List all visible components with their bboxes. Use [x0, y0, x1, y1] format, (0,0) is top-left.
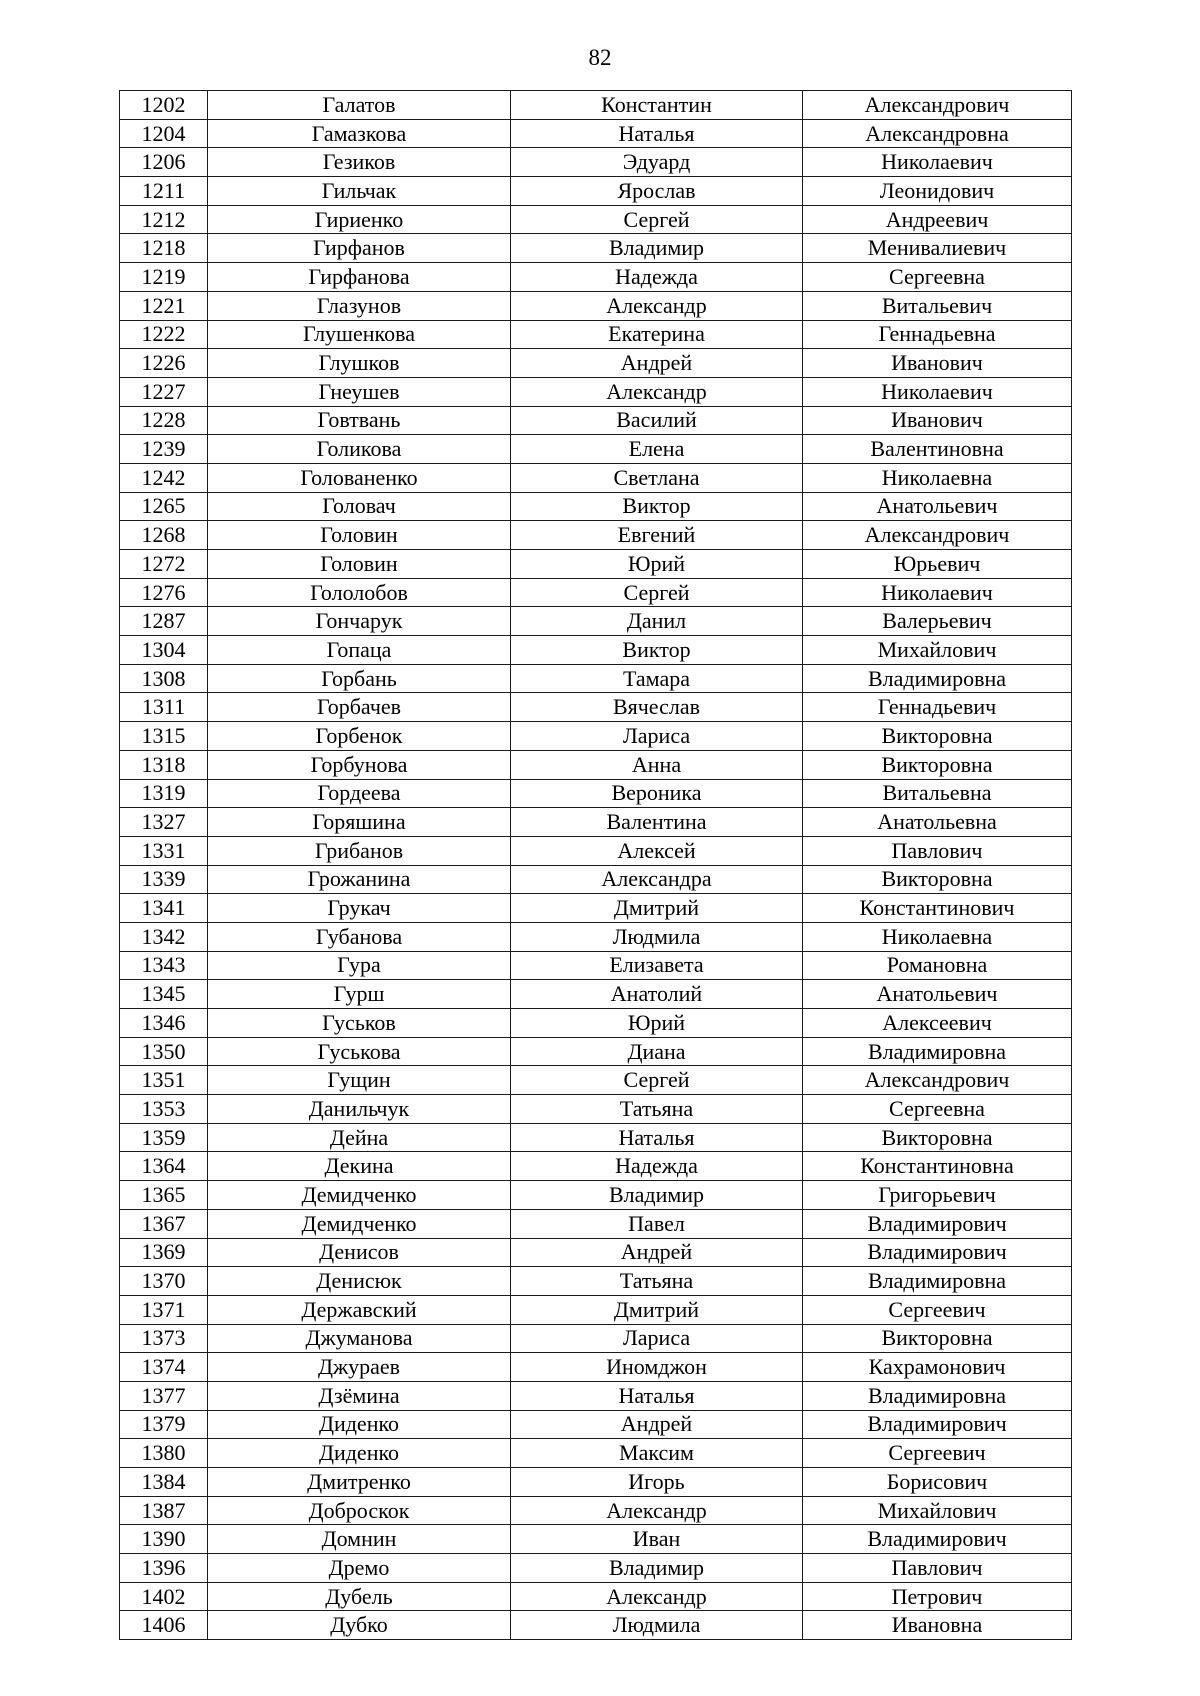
patronymic-cell: Викторовна — [803, 1123, 1072, 1152]
first-name-cell: Максим — [511, 1439, 803, 1468]
last-name-cell: Доброскок — [208, 1496, 511, 1525]
patronymic-cell: Романовна — [803, 951, 1072, 980]
first-name-cell: Иван — [511, 1525, 803, 1554]
table-row — [120, 894, 1072, 923]
table-row — [120, 91, 1072, 120]
table-row — [120, 1410, 1072, 1439]
patronymic-cell: Владимирович — [803, 1238, 1072, 1267]
last-name-cell: Галатов — [208, 91, 511, 120]
record-number-cell: 1379 — [120, 1410, 208, 1439]
patronymic-cell: Витальевна — [803, 779, 1072, 808]
last-name-cell: Горбачев — [208, 693, 511, 722]
patronymic-cell: Иванович — [803, 406, 1072, 435]
record-number-cell: 1350 — [120, 1037, 208, 1066]
patronymic-cell: Григорьевич — [803, 1181, 1072, 1210]
first-name-cell: Екатерина — [511, 320, 803, 349]
patronymic-cell: Александрович — [803, 1066, 1072, 1095]
record-number-cell: 1371 — [120, 1295, 208, 1324]
record-number-cell: 1265 — [120, 492, 208, 521]
last-name-cell: Глушенкова — [208, 320, 511, 349]
first-name-cell: Ярослав — [511, 177, 803, 206]
table-row — [120, 865, 1072, 894]
last-name-cell: Говтвань — [208, 406, 511, 435]
patronymic-cell: Викторовна — [803, 722, 1072, 751]
record-number-cell: 1319 — [120, 779, 208, 808]
patronymic-cell: Алексеевич — [803, 1009, 1072, 1038]
table-row — [120, 1496, 1072, 1525]
table-row — [120, 1123, 1072, 1152]
patronymic-cell: Николаевич — [803, 148, 1072, 177]
record-number-cell: 1346 — [120, 1009, 208, 1038]
last-name-cell: Гезиков — [208, 148, 511, 177]
table-row — [120, 578, 1072, 607]
first-name-cell: Алексей — [511, 836, 803, 865]
first-name-cell: Владимир — [511, 1181, 803, 1210]
first-name-cell: Александр — [511, 291, 803, 320]
table-row — [120, 119, 1072, 148]
first-name-cell: Андрей — [511, 349, 803, 378]
table-row — [120, 263, 1072, 292]
record-number-cell: 1339 — [120, 865, 208, 894]
first-name-cell: Сергей — [511, 1066, 803, 1095]
patronymic-cell: Владимирович — [803, 1410, 1072, 1439]
table-row — [120, 636, 1072, 665]
first-name-cell: Андрей — [511, 1410, 803, 1439]
record-number-cell: 1406 — [120, 1611, 208, 1640]
record-number-cell: 1374 — [120, 1353, 208, 1382]
first-name-cell: Елизавета — [511, 951, 803, 980]
first-name-cell: Александр — [511, 1496, 803, 1525]
table-row — [120, 1209, 1072, 1238]
last-name-cell: Горяшина — [208, 808, 511, 837]
record-number-cell: 1327 — [120, 808, 208, 837]
last-name-cell: Гамазкова — [208, 119, 511, 148]
table-row — [120, 1324, 1072, 1353]
last-name-cell: Дремо — [208, 1554, 511, 1583]
record-number-cell: 1221 — [120, 291, 208, 320]
record-number-cell: 1390 — [120, 1525, 208, 1554]
patronymic-cell: Викторовна — [803, 865, 1072, 894]
table-row — [120, 349, 1072, 378]
first-name-cell: Владимир — [511, 234, 803, 263]
record-number-cell: 1212 — [120, 205, 208, 234]
record-number-cell: 1341 — [120, 894, 208, 923]
patronymic-cell: Михайлович — [803, 636, 1072, 665]
record-number-cell: 1268 — [120, 521, 208, 550]
last-name-cell: Грожанина — [208, 865, 511, 894]
table-row — [120, 664, 1072, 693]
first-name-cell: Людмила — [511, 922, 803, 951]
patronymic-cell: Александрович — [803, 521, 1072, 550]
table-row — [120, 1611, 1072, 1640]
record-number-cell: 1204 — [120, 119, 208, 148]
record-number-cell: 1287 — [120, 607, 208, 636]
record-number-cell: 1384 — [120, 1468, 208, 1497]
last-name-cell: Горбенок — [208, 722, 511, 751]
first-name-cell: Виктор — [511, 492, 803, 521]
first-name-cell: Андрей — [511, 1238, 803, 1267]
last-name-cell: Гопаца — [208, 636, 511, 665]
patronymic-cell: Александровна — [803, 119, 1072, 148]
first-name-cell: Юрий — [511, 550, 803, 579]
patronymic-cell: Иванович — [803, 349, 1072, 378]
first-name-cell: Александр — [511, 1582, 803, 1611]
first-name-cell: Павел — [511, 1209, 803, 1238]
patronymic-cell: Викторовна — [803, 1324, 1072, 1353]
table-row — [120, 521, 1072, 550]
first-name-cell: Анна — [511, 750, 803, 779]
first-name-cell: Татьяна — [511, 1267, 803, 1296]
record-number-cell: 1367 — [120, 1209, 208, 1238]
table-row — [120, 1009, 1072, 1038]
table-row — [120, 1353, 1072, 1382]
first-name-cell: Вячеслав — [511, 693, 803, 722]
first-name-cell: Диана — [511, 1037, 803, 1066]
first-name-cell: Людмила — [511, 1611, 803, 1640]
record-number-cell: 1211 — [120, 177, 208, 206]
first-name-cell: Наталья — [511, 1381, 803, 1410]
last-name-cell: Грукач — [208, 894, 511, 923]
patronymic-cell: Юрьевич — [803, 550, 1072, 579]
last-name-cell: Дубель — [208, 1582, 511, 1611]
last-name-cell: Гурш — [208, 980, 511, 1009]
patronymic-cell: Кахрамонович — [803, 1353, 1072, 1382]
last-name-cell: Дзёмина — [208, 1381, 511, 1410]
table-row — [120, 1267, 1072, 1296]
last-name-cell: Глушков — [208, 349, 511, 378]
last-name-cell: Гончарук — [208, 607, 511, 636]
record-number-cell: 1308 — [120, 664, 208, 693]
last-name-cell: Гордеева — [208, 779, 511, 808]
last-name-cell: Горбунова — [208, 750, 511, 779]
first-name-cell: Игорь — [511, 1468, 803, 1497]
record-number-cell: 1396 — [120, 1554, 208, 1583]
patronymic-cell: Анатольевич — [803, 980, 1072, 1009]
first-name-cell: Вероника — [511, 779, 803, 808]
last-name-cell: Гуськов — [208, 1009, 511, 1038]
table-row — [120, 320, 1072, 349]
patronymic-cell: Анатольевич — [803, 492, 1072, 521]
last-name-cell: Гущин — [208, 1066, 511, 1095]
patronymic-cell: Константинович — [803, 894, 1072, 923]
patronymic-cell: Павлович — [803, 836, 1072, 865]
record-number-cell: 1380 — [120, 1439, 208, 1468]
first-name-cell: Надежда — [511, 1152, 803, 1181]
last-name-cell: Грибанов — [208, 836, 511, 865]
table-row — [120, 435, 1072, 464]
table-row — [120, 1582, 1072, 1611]
first-name-cell: Иномджон — [511, 1353, 803, 1382]
patronymic-cell: Сергеевич — [803, 1439, 1072, 1468]
record-number-cell: 1276 — [120, 578, 208, 607]
last-name-cell: Джуманова — [208, 1324, 511, 1353]
last-name-cell: Головин — [208, 550, 511, 579]
last-name-cell: Горбань — [208, 664, 511, 693]
record-number-cell: 1226 — [120, 349, 208, 378]
record-number-cell: 1315 — [120, 722, 208, 751]
first-name-cell: Данил — [511, 607, 803, 636]
record-number-cell: 1272 — [120, 550, 208, 579]
last-name-cell: Дмитренко — [208, 1468, 511, 1497]
first-name-cell: Елена — [511, 435, 803, 464]
first-name-cell: Сергей — [511, 205, 803, 234]
first-name-cell: Сергей — [511, 578, 803, 607]
patronymic-cell: Петрович — [803, 1582, 1072, 1611]
patronymic-cell: Сергеевна — [803, 263, 1072, 292]
record-number-cell: 1345 — [120, 980, 208, 1009]
table-row — [120, 1439, 1072, 1468]
first-name-cell: Светлана — [511, 463, 803, 492]
last-name-cell: Гололобов — [208, 578, 511, 607]
last-name-cell: Демидченко — [208, 1209, 511, 1238]
patronymic-cell: Анатольевна — [803, 808, 1072, 837]
patronymic-cell: Борисович — [803, 1468, 1072, 1497]
first-name-cell: Валентина — [511, 808, 803, 837]
page-number: 82 — [588, 45, 612, 70]
last-name-cell: Диденко — [208, 1410, 511, 1439]
last-name-cell: Демидченко — [208, 1181, 511, 1210]
last-name-cell: Голикова — [208, 435, 511, 464]
table-row — [120, 1181, 1072, 1210]
first-name-cell: Надежда — [511, 263, 803, 292]
patronymic-cell: Владимирович — [803, 1525, 1072, 1554]
record-number-cell: 1311 — [120, 693, 208, 722]
first-name-cell: Дмитрий — [511, 1295, 803, 1324]
first-name-cell: Тамара — [511, 664, 803, 693]
record-number-cell: 1359 — [120, 1123, 208, 1152]
first-name-cell: Лариса — [511, 1324, 803, 1353]
patronymic-cell: Владимировна — [803, 664, 1072, 693]
last-name-cell: Гура — [208, 951, 511, 980]
last-name-cell: Головач — [208, 492, 511, 521]
record-number-cell: 1351 — [120, 1066, 208, 1095]
first-name-cell: Наталья — [511, 1123, 803, 1152]
record-number-cell: 1222 — [120, 320, 208, 349]
patronymic-cell: Менивалиевич — [803, 234, 1072, 263]
patronymic-cell: Владимировна — [803, 1037, 1072, 1066]
patronymic-cell: Витальевич — [803, 291, 1072, 320]
last-name-cell: Денисов — [208, 1238, 511, 1267]
table-row — [120, 693, 1072, 722]
record-number-cell: 1353 — [120, 1095, 208, 1124]
first-name-cell: Лариса — [511, 722, 803, 751]
last-name-cell: Гирфанов — [208, 234, 511, 263]
table-row — [120, 1554, 1072, 1583]
table-row — [120, 779, 1072, 808]
patronymic-cell: Ивановна — [803, 1611, 1072, 1640]
first-name-cell: Наталья — [511, 119, 803, 148]
first-name-cell: Эдуард — [511, 148, 803, 177]
first-name-cell: Константин — [511, 91, 803, 120]
table-row — [120, 922, 1072, 951]
last-name-cell: Державский — [208, 1295, 511, 1324]
patronymic-cell: Андреевич — [803, 205, 1072, 234]
patronymic-cell: Владимировна — [803, 1381, 1072, 1410]
last-name-cell: Губанова — [208, 922, 511, 951]
names-table — [119, 90, 1072, 1640]
last-name-cell: Глазунов — [208, 291, 511, 320]
record-number-cell: 1365 — [120, 1181, 208, 1210]
last-name-cell: Гириенко — [208, 205, 511, 234]
table-row — [120, 722, 1072, 751]
record-number-cell: 1242 — [120, 463, 208, 492]
table-body — [120, 91, 1072, 1640]
record-number-cell: 1343 — [120, 951, 208, 980]
table-row — [120, 492, 1072, 521]
patronymic-cell: Константиновна — [803, 1152, 1072, 1181]
patronymic-cell: Геннадьевич — [803, 693, 1072, 722]
patronymic-cell: Викторовна — [803, 750, 1072, 779]
record-number-cell: 1202 — [120, 91, 208, 120]
table-row — [120, 607, 1072, 636]
patronymic-cell: Николаевич — [803, 377, 1072, 406]
table-row — [120, 980, 1072, 1009]
first-name-cell: Александр — [511, 377, 803, 406]
record-number-cell: 1218 — [120, 234, 208, 263]
patronymic-cell: Леонидович — [803, 177, 1072, 206]
last-name-cell: Головин — [208, 521, 511, 550]
table-row — [120, 1525, 1072, 1554]
record-number-cell: 1370 — [120, 1267, 208, 1296]
last-name-cell: Гирфанова — [208, 263, 511, 292]
first-name-cell: Виктор — [511, 636, 803, 665]
record-number-cell: 1377 — [120, 1381, 208, 1410]
table-row — [120, 951, 1072, 980]
last-name-cell: Дубко — [208, 1611, 511, 1640]
table-row — [120, 1381, 1072, 1410]
patronymic-cell: Николаевна — [803, 463, 1072, 492]
table-row — [120, 148, 1072, 177]
table-row — [120, 1152, 1072, 1181]
table-row — [120, 1295, 1072, 1324]
table-row — [120, 808, 1072, 837]
table-row — [120, 377, 1072, 406]
last-name-cell: Данильчук — [208, 1095, 511, 1124]
table-row — [120, 406, 1072, 435]
record-number-cell: 1318 — [120, 750, 208, 779]
first-name-cell: Юрий — [511, 1009, 803, 1038]
first-name-cell: Владимир — [511, 1554, 803, 1583]
record-number-cell: 1228 — [120, 406, 208, 435]
table-row — [120, 836, 1072, 865]
patronymic-cell: Владимирович — [803, 1209, 1072, 1238]
patronymic-cell: Сергеевна — [803, 1095, 1072, 1124]
table-row — [120, 750, 1072, 779]
table-row — [120, 1037, 1072, 1066]
record-number-cell: 1342 — [120, 922, 208, 951]
last-name-cell: Декина — [208, 1152, 511, 1181]
first-name-cell: Евгений — [511, 521, 803, 550]
patronymic-cell: Николаевич — [803, 578, 1072, 607]
patronymic-cell: Павлович — [803, 1554, 1072, 1583]
patronymic-cell: Николаевна — [803, 922, 1072, 951]
last-name-cell: Денисюк — [208, 1267, 511, 1296]
record-number-cell: 1219 — [120, 263, 208, 292]
last-name-cell: Голованенко — [208, 463, 511, 492]
first-name-cell: Александра — [511, 865, 803, 894]
patronymic-cell: Геннадьевна — [803, 320, 1072, 349]
record-number-cell: 1364 — [120, 1152, 208, 1181]
last-name-cell: Гуськова — [208, 1037, 511, 1066]
patronymic-cell: Владимировна — [803, 1267, 1072, 1296]
last-name-cell: Джураев — [208, 1353, 511, 1382]
first-name-cell: Анатолий — [511, 980, 803, 1009]
table-row — [120, 234, 1072, 263]
record-number-cell: 1402 — [120, 1582, 208, 1611]
first-name-cell: Татьяна — [511, 1095, 803, 1124]
last-name-cell: Домнин — [208, 1525, 511, 1554]
first-name-cell: Дмитрий — [511, 894, 803, 923]
record-number-cell: 1304 — [120, 636, 208, 665]
last-name-cell: Дейна — [208, 1123, 511, 1152]
record-number-cell: 1239 — [120, 435, 208, 464]
last-name-cell: Гильчак — [208, 177, 511, 206]
table-row — [120, 177, 1072, 206]
patronymic-cell: Сергеевич — [803, 1295, 1072, 1324]
table-row — [120, 291, 1072, 320]
table-row — [120, 1066, 1072, 1095]
record-number-cell: 1331 — [120, 836, 208, 865]
record-number-cell: 1369 — [120, 1238, 208, 1267]
table-row — [120, 550, 1072, 579]
last-name-cell: Гнеушев — [208, 377, 511, 406]
table-row — [120, 205, 1072, 234]
record-number-cell: 1227 — [120, 377, 208, 406]
patronymic-cell: Валерьевич — [803, 607, 1072, 636]
record-number-cell: 1206 — [120, 148, 208, 177]
last-name-cell: Диденко — [208, 1439, 511, 1468]
table-row — [120, 1238, 1072, 1267]
record-number-cell: 1373 — [120, 1324, 208, 1353]
first-name-cell: Василий — [511, 406, 803, 435]
table-row — [120, 463, 1072, 492]
patronymic-cell: Александрович — [803, 91, 1072, 120]
patronymic-cell: Михайлович — [803, 1496, 1072, 1525]
patronymic-cell: Валентиновна — [803, 435, 1072, 464]
record-number-cell: 1387 — [120, 1496, 208, 1525]
table-row — [120, 1095, 1072, 1124]
table-row — [120, 1468, 1072, 1497]
